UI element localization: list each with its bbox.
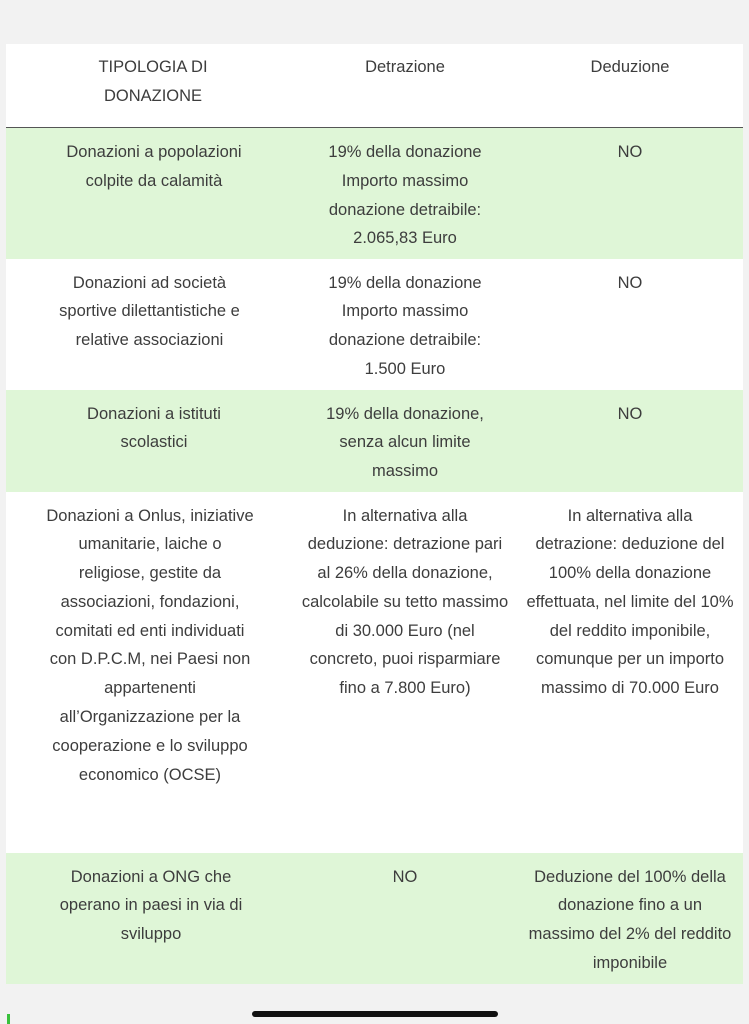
- cell-deduzione-text: NO: [617, 143, 643, 161]
- donation-table-card: [6, 44, 743, 976]
- cell-deduzione-text: Deduzione del 100% della donazione fino a un massimo del 2% del reddito imponibile: [528, 867, 732, 972]
- cell-tipologia: [6, 259, 293, 390]
- cell-detrazione-text: NO: [392, 867, 418, 886]
- cell-deduzione-text: NO: [617, 273, 643, 292]
- table-row: [6, 128, 743, 259]
- cell-deduzione: [517, 390, 743, 492]
- cell-deduzione: [517, 128, 743, 259]
- header-tipologia-label: TIPOLOGIA DI DONAZIONE: [98, 58, 208, 105]
- table-row: [6, 492, 743, 853]
- cell-detrazione: [293, 390, 517, 492]
- cell-detrazione: [293, 259, 517, 390]
- home-indicator[interactable]: [252, 1011, 498, 1017]
- header-deduzione: [517, 44, 743, 128]
- header-deduzione-label: Deduzione: [590, 58, 670, 76]
- cell-deduzione: [517, 492, 743, 853]
- cell-detrazione: [293, 853, 517, 984]
- cell-detrazione: [293, 492, 517, 853]
- cell-tipologia: [6, 492, 293, 853]
- cell-tipologia-text: Donazioni ad società sportive dilettantistiche e relative associazioni: [59, 273, 240, 350]
- table-row: [6, 390, 743, 492]
- donation-tax-table: [6, 44, 743, 984]
- cell-tipologia-text: Donazioni a ONG che operano in paesi in via di sviluppo: [59, 867, 243, 944]
- cell-tipologia-text: Donazioni a istituti scolastici: [87, 404, 221, 452]
- cell-deduzione-text: NO: [617, 404, 643, 423]
- cell-tipologia: [6, 128, 293, 259]
- cell-tipologia-text: Donazioni a Onlus, iniziative umanitarie, laiche o religiose, gestite da associazioni, fondazioni, comitati ed enti individuati con D.P.C.M, nei Paesi non appartenenti all’Organizzazione per la cooperazione e lo sviluppo economico (OCSE): [46, 506, 254, 784]
- table-row: [6, 853, 743, 984]
- cell-detrazione-text: 19% della donazione Importo massimo donazione detraibile: 2.065,83 Euro: [328, 143, 482, 248]
- cell-tipologia: [6, 390, 293, 492]
- cell-detrazione: [293, 128, 517, 259]
- cell-detrazione-text: In alternativa alla deduzione: detrazione pari al 26% della donazione, calcolabile su tetto massimo di 30.000 Euro (nel concreto, puoi risparmiare fino a 7.800 Euro): [301, 506, 509, 698]
- cell-deduzione: [517, 259, 743, 390]
- cell-deduzione: [517, 853, 743, 984]
- header-tipologia: [6, 44, 293, 128]
- table-header-row: [6, 44, 743, 128]
- table-row: [6, 259, 743, 390]
- cell-deduzione-text: In alternativa alla detrazione: deduzione del 100% della donazione effettuata, nel limite del 10% del reddito imponibile, comunque per un importo massimo di 70.000 Euro: [526, 506, 734, 698]
- edge-accent-bar: [7, 1014, 10, 1024]
- header-detrazione-label: Detrazione: [365, 58, 445, 76]
- header-detrazione: [293, 44, 517, 128]
- cell-tipologia: [6, 853, 293, 984]
- cell-tipologia-text: Donazioni a popolazioni colpite da calamità: [66, 143, 242, 190]
- cell-detrazione-text: 19% della donazione Importo massimo donazione detraibile: 1.500 Euro: [328, 273, 482, 378]
- cell-detrazione-text: 19% della donazione, senza alcun limite massimo: [326, 404, 484, 481]
